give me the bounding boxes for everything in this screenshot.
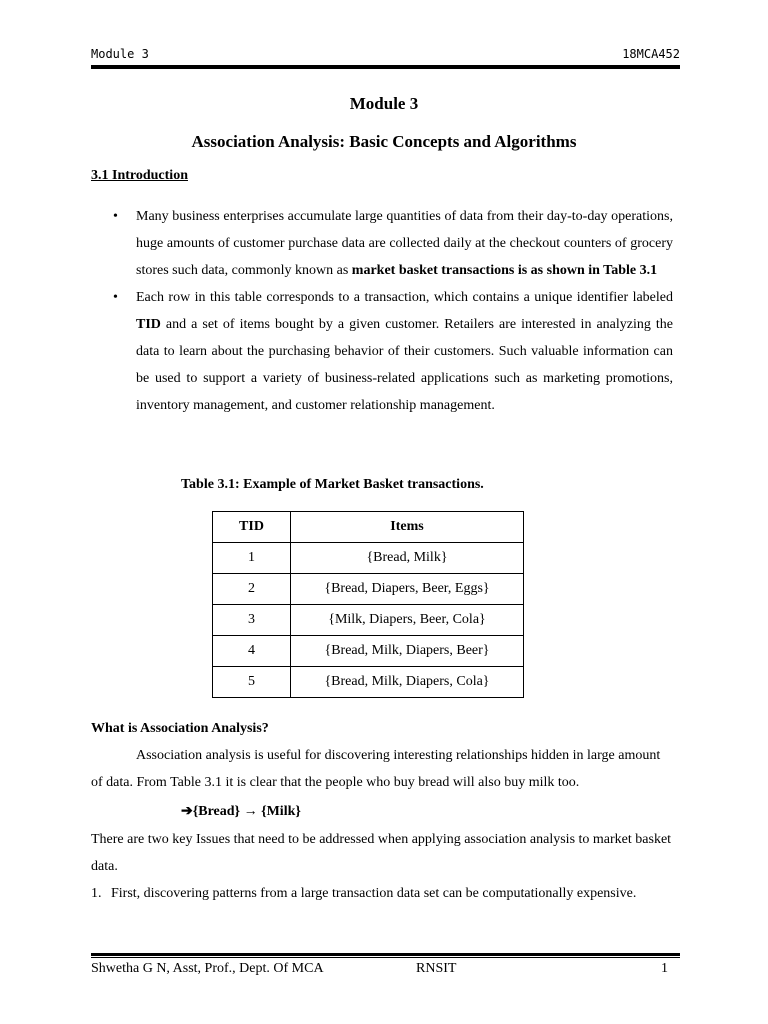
header-course-code: 18MCA452 [622,47,680,61]
bullet1-bold: market basket transactions is as shown in Table 3.1 [351,263,658,278]
bullet-item-2 [113,284,673,419]
col-header-tid: TID [213,512,291,543]
association-rule [181,798,301,825]
bullet-dot: • [113,290,118,305]
col-header-items: Items [291,512,524,543]
arrow-icon: ➔ [181,804,193,819]
page-footer [91,961,680,979]
item-number: 1. [91,886,102,901]
table-row [213,667,524,698]
bullet-list [113,203,673,419]
cell-items: {Milk, Diapers, Beer, Cola} [291,605,524,636]
cell-tid: 3 [213,605,291,636]
cell-tid: 2 [213,574,291,605]
rule-lhs: {Bread} [192,804,241,819]
paragraph-association: Association analysis is useful for discovering interesting relationships hidden in large amount of data. From Table 3.1 it is clear that the people who buy bread will also buy milk too. [91,748,661,790]
paragraph-issues: There are two key Issues that need to be addressed when applying association analysis to market basket data. [91,832,672,874]
table-row [213,543,524,574]
section-heading: 3.1 Introduction [91,168,188,183]
numbered-item-1 [91,880,673,907]
cell-items: {Bread, Diapers, Beer, Eggs} [291,574,524,605]
table-row [213,605,524,636]
bullet1-text: Many business enterprises accumulate large quantities of data from their day-to-day operations, huge amounts of customer purchase data are collected daily at the checkout counters of grocery stores such data, commonly known as [136,209,673,278]
bullet-item-1 [113,203,673,284]
table-row [213,574,524,605]
page-header [91,47,680,63]
cell-tid: 1 [213,543,291,574]
bullet2-after: and a set of items bought by a given customer. Retailers are interested in analyzing the data to learn about the purchasing behavior of their customers. Such valuable information can be used to support a variety of business-related applications such as marketing promotions, inventory management, and customer relationship management. [136,317,673,413]
footer-author: Shwetha G N, Asst, Prof., Dept. Of MCA [91,961,324,976]
footer-institute: RNSIT [416,961,457,976]
cell-tid: 5 [213,667,291,698]
bullet-dot: • [113,209,118,224]
page-title: Module 3 [349,94,419,113]
item-text: First, discovering patterns from a large transaction data set can be computationally expensive. [111,886,637,901]
cell-tid: 4 [213,636,291,667]
page-number: 1 [661,961,668,976]
transactions-table [212,511,524,698]
footer-rule-thin [91,957,680,958]
implies-arrow-icon: → [243,804,258,819]
cell-items: {Bread, Milk, Diapers, Cola} [291,667,524,698]
bullet2-bold: TID [136,317,161,332]
header-module: Module 3 [91,47,149,61]
cell-items: {Bread, Milk, Diapers, Beer} [291,636,524,667]
table-caption: Table 3.1: Example of Market Basket transactions. [181,477,484,492]
rule-rhs: {Milk} [261,804,301,819]
question-heading: What is Association Analysis? [91,721,269,736]
header-rule [91,65,680,69]
page-subtitle: Association Analysis: Basic Concepts and Algorithms [191,132,577,151]
table-header-row [213,512,524,543]
cell-items: {Bread, Milk} [291,543,524,574]
table-row [213,636,524,667]
bullet2-before: Each row in this table corresponds to a transaction, which contains a unique identifier labeled [136,290,673,305]
footer-rule-thick [91,953,680,956]
